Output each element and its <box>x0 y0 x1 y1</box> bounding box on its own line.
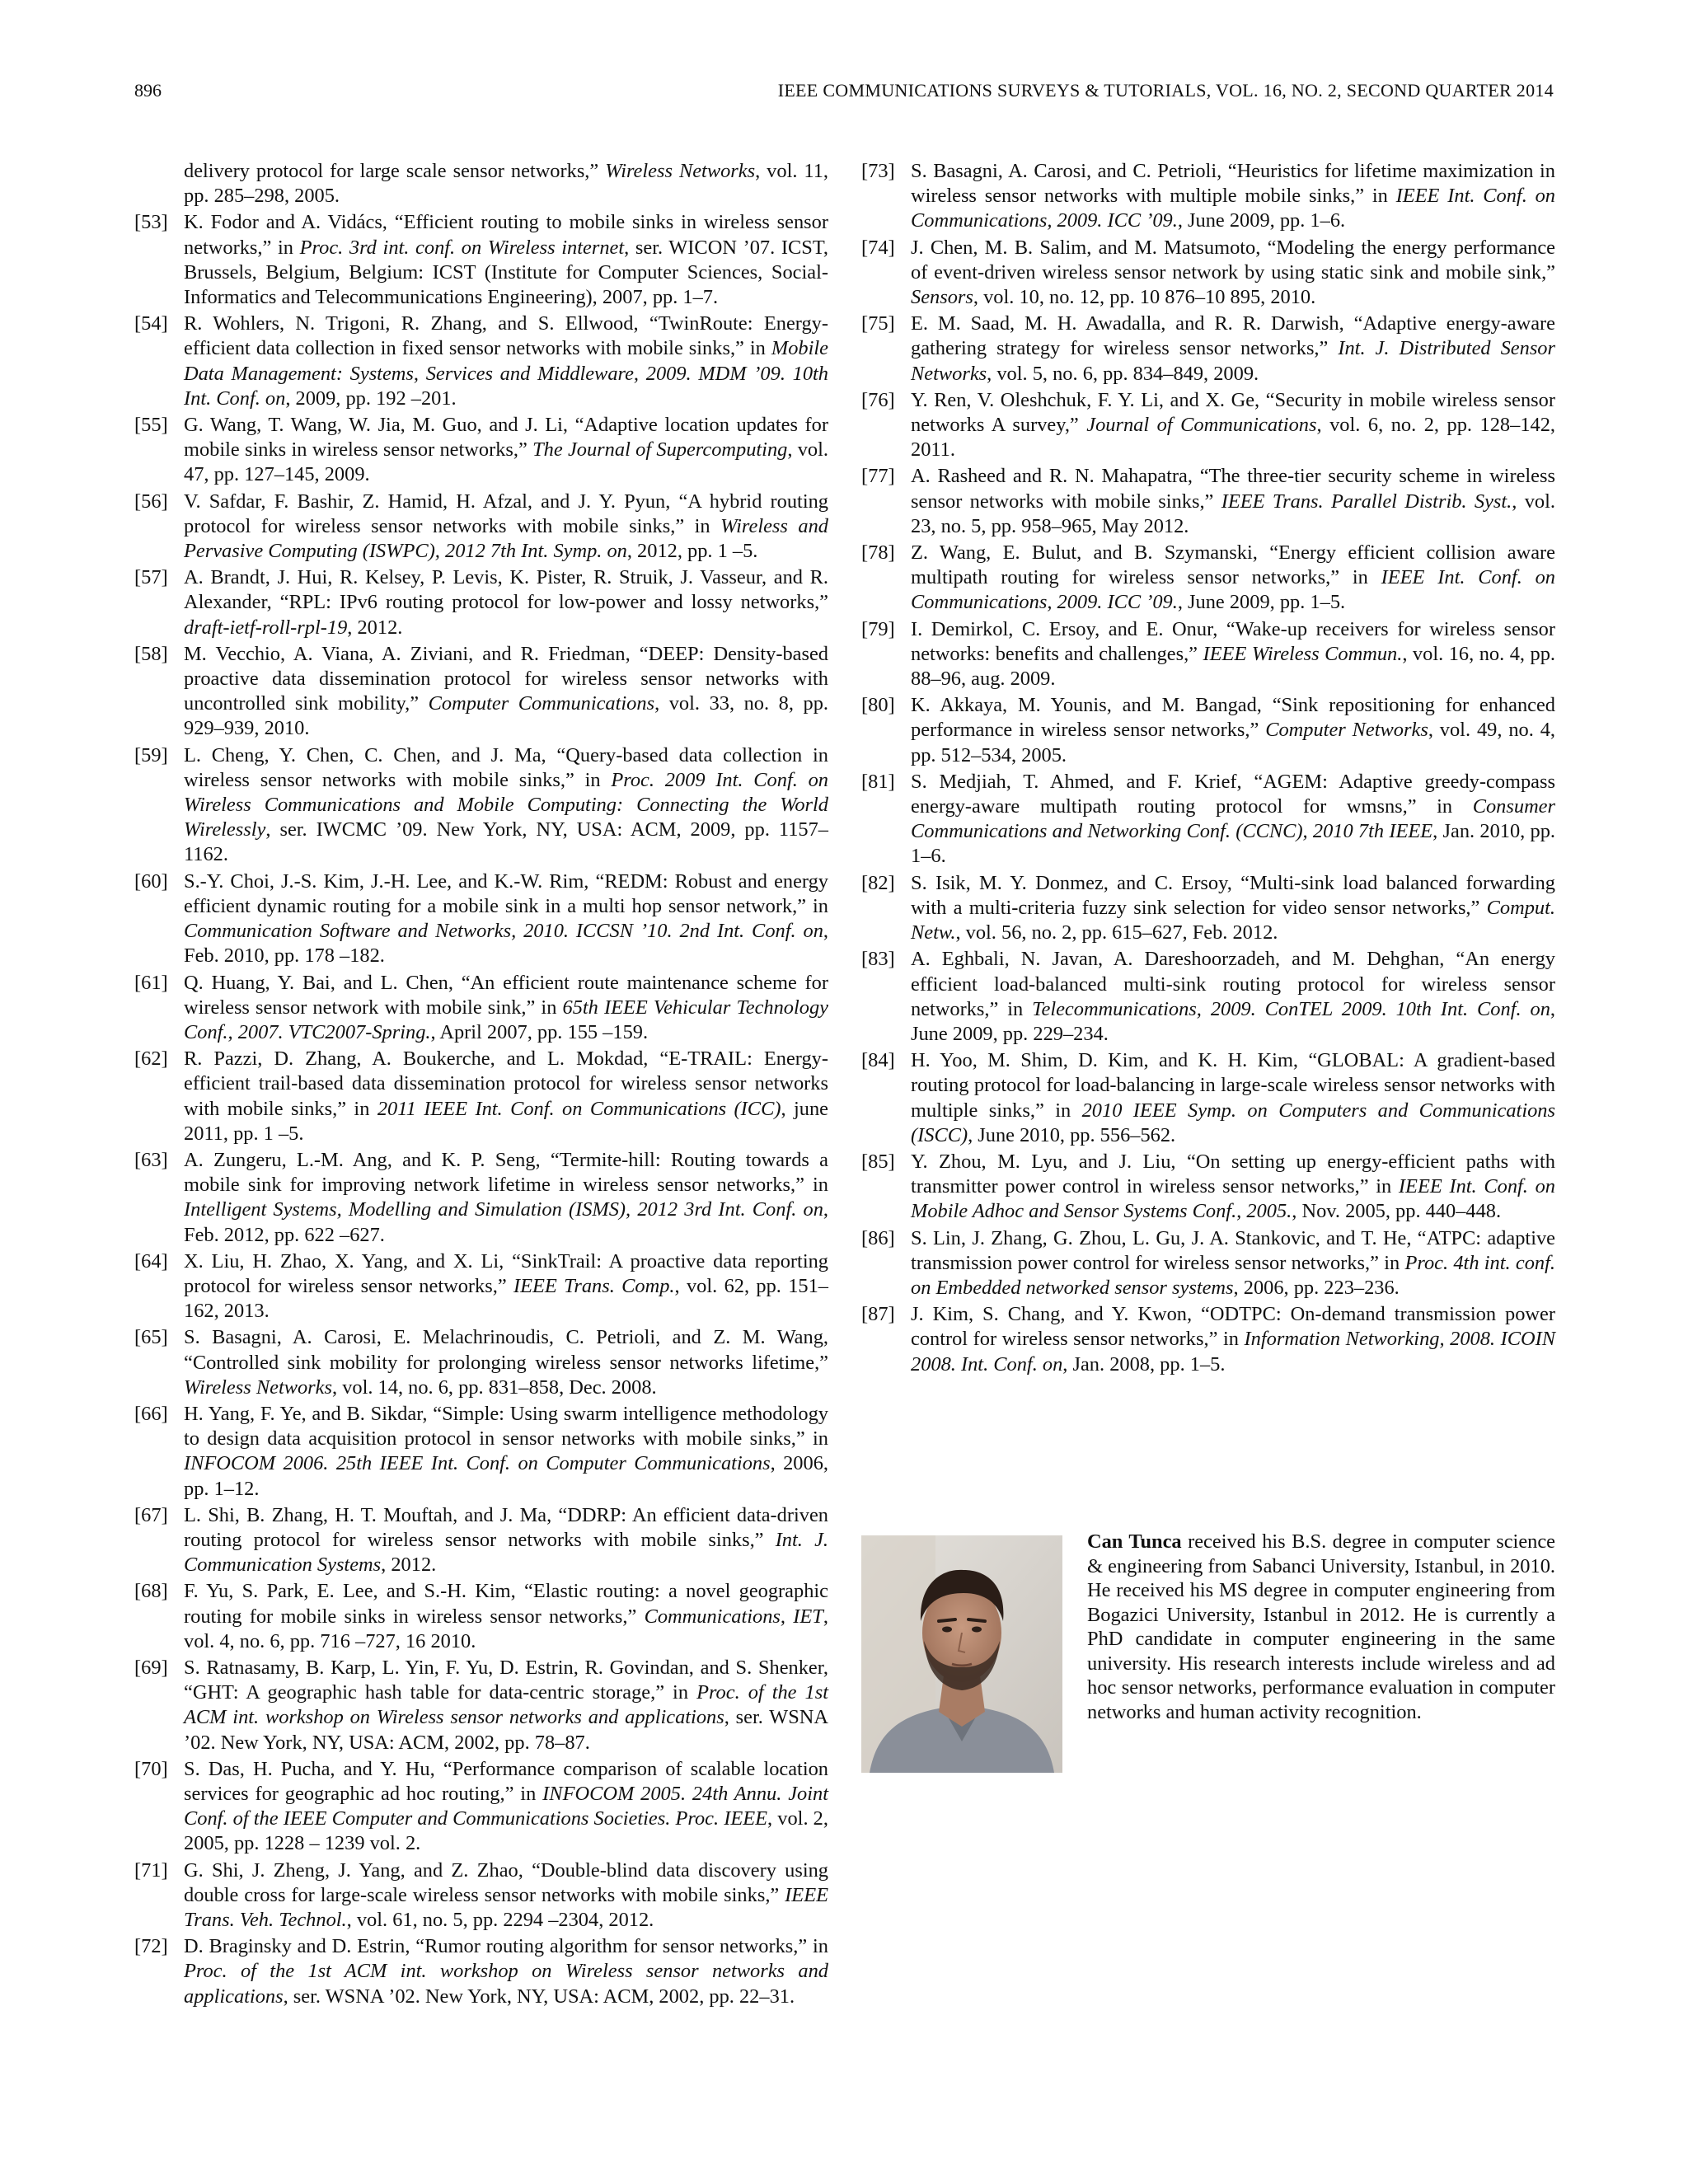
reference-number: [87] <box>861 1303 895 1326</box>
reference-entry <box>861 947 1555 1047</box>
reference-entry <box>134 1402 828 1502</box>
reference-venue: IEEE Trans. Comp. <box>513 1274 675 1297</box>
reference-text: H. Yoo, M. Shim, D. Kim, and K. H. Kim, “GLOBAL: A gradient-based routing protocol for load-balancing in large-scale wireless sensor networks with multiple sinks,” in <box>911 1049 1555 1122</box>
reference-text: S. Das, H. Pucha, and Y. Hu, “Performance comparison of scalable location services for geographic ad hoc routing,” in <box>184 1757 828 1805</box>
reference-entry <box>861 312 1555 387</box>
reference-text: , 2006, pp. 1–12. <box>184 1452 828 1500</box>
reference-number: [68] <box>134 1580 168 1603</box>
reference-number: [84] <box>861 1049 895 1072</box>
reference-text: , vol. 49, no. 4, pp. 512–534, 2005. <box>911 719 1555 766</box>
reference-entry <box>134 743 828 868</box>
reference-entry <box>134 1148 828 1248</box>
reference-text: , vol. 62, pp. 151–162, 2013. <box>184 1274 829 1323</box>
reference-text: X. Liu, H. Zhao, X. Yang, and X. Li, “SinkTrail: A proactive data reporting protocol for wireless sensor networks,” <box>184 1249 828 1297</box>
reference-number: [58] <box>134 642 168 665</box>
reference-entry <box>861 1048 1555 1148</box>
reference-entry <box>134 565 828 640</box>
reference-entry <box>861 159 1555 234</box>
reference-text: S. Basagni, A. Carosi, and C. Petrioli, “Heuristics for lifetime maximization in wireless sensor networks with multiple mobile sinks,” in <box>911 160 1555 208</box>
reference-text: , 2012. <box>381 1554 437 1577</box>
reference-text: , June 2009, pp. 1–5. <box>1177 591 1346 614</box>
reference-text: delivery protocol for large scale sensor networks,” <box>184 160 606 182</box>
reference-text: , June 2009, pp. 229–234. <box>911 997 1555 1045</box>
reference-number: [62] <box>134 1047 168 1071</box>
reference-text: V. Safdar, F. Bashir, Z. Hamid, H. Afzal, and J. Y. Pyun, “A hybrid routing protocol for wireless sensor networks with mobile sinks,” in <box>184 490 828 537</box>
reference-text: , vol. 14, no. 6, pp. 831–858, Dec. 2008. <box>332 1376 657 1399</box>
reference-entry <box>861 693 1555 768</box>
reference-text: , vol. 16, no. 4, pp. 88–96, aug. 2009. <box>911 642 1555 691</box>
running-head: IEEE COMMUNICATIONS SURVEYS & TUTORIALS, VOL. 16, NO. 2, SECOND QUARTER 2014 <box>777 80 1554 101</box>
reference-number: [69] <box>134 1656 168 1679</box>
reference-venue: Wireless Networks <box>605 160 756 182</box>
reference-entry <box>861 1226 1555 1301</box>
reference-entry <box>861 1302 1555 1377</box>
reference-entry <box>134 413 828 488</box>
reference-text: R. Wohlers, N. Trigoni, R. Zhang, and S. Ellwood, “TwinRoute: Energy-efficient data collection in fixed sensor networks with mobile sinks,” in <box>184 312 828 360</box>
reference-venue: draft-ietf-roll-rpl-19 <box>184 616 348 639</box>
reference-text: K. Fodor and A. Vidács, “Efficient routing to mobile sinks in wireless sensor networks,” in <box>184 211 828 259</box>
reference-number: [54] <box>134 312 168 335</box>
reference-text: K. Akkaya, M. Younis, and M. Bangad, “Sink repositioning for enhanced performance in wireless sensor networks,” <box>911 694 1555 742</box>
reference-number: [85] <box>861 1150 895 1173</box>
reference-entry <box>861 236 1555 311</box>
reference-entry <box>134 1934 828 2009</box>
reference-entry <box>134 1325 828 1400</box>
reference-entry <box>134 210 828 310</box>
reference-number: [56] <box>134 490 168 513</box>
reference-text: R. Pazzi, D. Zhang, A. Boukerche, and L. Mokdad, “E-TRAIL: Energy-efficient trail-based data dissemination protocol for wireless sensor networks with mobile sinks,” in <box>184 1047 828 1120</box>
reference-entry <box>861 871 1555 946</box>
reference-venue: IEEE Trans. Veh. Technol. <box>184 1883 828 1932</box>
reference-number: [74] <box>861 236 895 259</box>
biography-body: received his B.S. degree in computer science & engineering from Sabanci University, Istanbul, in 2010. He received his MS degree in computer engineering from Bogazici University, Istanbul in 2012. He is currently a PhD candidate in computer engineering in the same university. His research interests include wireless and ad hoc sensor networks, performance evaluation in computer networks and human activity recognition. <box>1087 1530 1555 1723</box>
reference-venue: Consumer Communications and Networking Conf. (CCNC), 2010 7th IEEE <box>911 795 1555 843</box>
reference-entry <box>134 1656 828 1755</box>
reference-text: L. Shi, B. Zhang, H. T. Mouftah, and J. Ma, “DDRP: An efficient data-driven routing protocol for wireless sensor networks with mobile sinks,” <box>184 1503 828 1551</box>
reference-text: , vol. 2, 2005, pp. 1228 – 1239 vol. 2. <box>184 1807 828 1855</box>
reference-entry <box>134 159 828 209</box>
reference-number: [86] <box>861 1226 895 1249</box>
reference-entry <box>134 642 828 742</box>
reference-venue: Wireless and Pervasive Computing (ISWPC), 2012 7th Int. Symp. on <box>184 514 828 563</box>
reference-text: , vol. 23, no. 5, pp. 958–965, May 2012. <box>911 490 1555 537</box>
reference-entry <box>134 1503 828 1578</box>
reference-number: [78] <box>861 541 895 565</box>
reference-text: J. Kim, S. Chang, and Y. Kwon, “ODTPC: On-demand transmission power control for wireless sensor networks,” in <box>911 1303 1555 1351</box>
reference-text: , 2012. <box>347 616 403 639</box>
reference-venue: Proc. 2009 Int. Conf. on Wireless Communications and Mobile Computing: Connecting the World Wirelessly <box>184 768 828 841</box>
reference-text: , vol. 4, no. 6, pp. 716 –727, 16 2010. <box>184 1605 828 1652</box>
reference-number: [60] <box>134 869 168 893</box>
reference-text: , Jan. 2010, pp. 1–6. <box>911 820 1555 868</box>
reference-text: , vol. 6, no. 2, pp. 128–142, 2011. <box>911 414 1555 462</box>
reference-text: , Nov. 2005, pp. 440–448. <box>1292 1200 1502 1223</box>
reference-venue: Proc. of the 1st ACM int. workshop on Wireless sensor networks and applications <box>184 1960 828 2008</box>
reference-text: J. Chen, M. B. Salim, and M. Matsumoto, “Modeling the energy performance of event-driven wireless sensor network by using static sink and mobile sink,” <box>911 236 1555 284</box>
reference-venue: The Journal of Supercomputing <box>532 438 788 462</box>
references-left-column <box>134 159 828 2011</box>
reference-text: S. Lin, J. Zhang, G. Zhou, L. Gu, J. A. Stankovic, and T. He, “ATPC: adaptive transmission power control for wireless sensor networks,” in <box>911 1226 1555 1274</box>
reference-text: A. Eghbali, N. Javan, A. Dareshoorzadeh, and M. Dehghan, “An energy efficient load-balanced multi-sink routing protocol for wireless sensor networks,” in <box>911 948 1555 1020</box>
reference-venue: Mobile Data Management: Systems, Services and Middleware, 2009. MDM ’09. 10th Int. Conf. on <box>184 337 828 410</box>
reference-text: , Jan. 2008, pp. 1–5. <box>1062 1352 1226 1376</box>
reference-number: [59] <box>134 743 168 766</box>
reference-text: , vol. 11, pp. 285–298, 2005. <box>184 160 828 208</box>
reference-venue: Int. J. Distributed Sensor Networks <box>911 337 1555 385</box>
reference-text: , Feb. 2012, pp. 622 –627. <box>184 1198 828 1246</box>
reference-venue: Wireless Networks <box>184 1376 332 1399</box>
reference-text: Z. Wang, E. Bulut, and B. Szymanski, “Energy efficient collision aware multipath routing for wireless sensor networks,” in <box>911 541 1555 589</box>
reference-text: S. Medjiah, T. Ahmed, and F. Krief, “AGEM: Adaptive greedy-compass energy-aware multipath routing protocol for wmsns,” in <box>911 770 1555 818</box>
reference-venue: INFOCOM 2006. 25th IEEE Int. Conf. on Computer Communications <box>184 1452 771 1475</box>
reference-venue: IEEE Int. Conf. on Communications, 2009. ICC ’09. <box>911 566 1555 614</box>
reference-text: G. Wang, T. Wang, W. Jia, M. Guo, and J. Li, “Adaptive location updates for mobile sinks in wireless sensor networks,” <box>184 414 828 462</box>
reference-text: L. Cheng, Y. Chen, C. Chen, and J. Ma, “Query-based data collection in wireless sensor networks with mobile sinks,” in <box>184 743 828 791</box>
reference-entry <box>134 1047 828 1146</box>
reference-text: S. Isik, M. Y. Donmez, and C. Ersoy, “Multi-sink load balanced forwarding with a multi-criteria fuzzy sink selection for video sensor networks,” <box>911 871 1555 919</box>
reference-number: [79] <box>861 617 895 640</box>
reference-venue: IEEE Int. Conf. on Communications, 2009. ICC ’09. <box>911 185 1555 232</box>
reference-text: A. Brandt, J. Hui, R. Kelsey, P. Levis, K. Pister, R. Struik, J. Vasseur, and R. Alexander, “RPL: IPv6 routing protocol for low-power and lossy networks,” <box>184 566 828 614</box>
reference-number: [73] <box>861 160 895 182</box>
reference-text: , Feb. 2010, pp. 178 –182. <box>184 920 828 968</box>
reference-text: , 2006, pp. 223–236. <box>1233 1276 1400 1299</box>
reference-text: F. Yu, S. Park, E. Lee, and S.-H. Kim, “Elastic routing: a novel geographic routing for mobile sinks in wireless sensor networks,” <box>184 1580 828 1628</box>
reference-number: [83] <box>861 948 895 971</box>
reference-number: [77] <box>861 465 895 488</box>
reference-venue: Communication Software and Networks, 2010. ICCSN ’10. 2nd Int. Conf. on <box>184 920 823 943</box>
reference-number: [57] <box>134 566 168 589</box>
reference-number: [82] <box>861 871 895 894</box>
reference-venue: Communications, IET <box>644 1605 823 1628</box>
reference-number: [53] <box>134 211 168 234</box>
page-number: 896 <box>134 80 162 101</box>
reference-number: [72] <box>134 1935 168 1958</box>
reference-venue: Proc. of the 1st ACM int. workshop on Wireless sensor networks and applications <box>184 1681 828 1729</box>
reference-text: , vol. 5, no. 6, pp. 834–849, 2009. <box>987 362 1259 385</box>
reference-text: H. Yang, F. Ye, and B. Sikdar, “Simple: Using swarm intelligence methodology to design data acquisition protocol in sensor networks with mobile sinks,” in <box>184 1402 828 1451</box>
reference-venue: Int. J. Communication Systems <box>184 1528 828 1577</box>
reference-number: [76] <box>861 388 895 411</box>
reference-entry <box>861 541 1555 616</box>
reference-entry <box>134 1249 828 1324</box>
reference-entry <box>861 1150 1555 1225</box>
reference-venue: Computer Networks <box>1265 719 1428 742</box>
reference-text: , june 2011, pp. 1 –5. <box>184 1097 828 1145</box>
reference-number: [71] <box>134 1858 168 1882</box>
reference-text: S.-Y. Choi, J.-S. Kim, J.-H. Lee, and K.-W. Rim, “REDM: Robust and energy efficient dynamic routing for a mobile sink in a multi hop sensor network,” in <box>184 869 828 917</box>
author-name: Can Tunca <box>1087 1530 1182 1553</box>
reference-entry <box>861 617 1555 692</box>
reference-entry <box>134 971 828 1046</box>
reference-entry <box>861 388 1555 463</box>
reference-number: [61] <box>134 971 168 994</box>
reference-venue: IEEE Wireless Commun. <box>1203 642 1403 665</box>
reference-entry <box>861 464 1555 539</box>
reference-number: [63] <box>134 1148 168 1171</box>
reference-venue: 2010 IEEE Symp. on Computers and Communications (ISCC) <box>911 1099 1555 1146</box>
reference-venue: INFOCOM 2005. 24th Annu. Joint Conf. of the IEEE Computer and Communications Societies. Proc. IEEE <box>184 1783 828 1830</box>
reference-text: , 2012, pp. 1 –5. <box>626 540 758 563</box>
reference-entry <box>134 312 828 411</box>
reference-venue: Comput. Netw. <box>911 896 1555 944</box>
reference-text: Q. Huang, Y. Bai, and L. Chen, “An efficient route maintenance scheme for wireless sensor network with mobile sink,” in <box>184 971 828 1019</box>
reference-text: , 2009, pp. 192 –201. <box>285 387 457 410</box>
reference-text: S. Ratnasamy, B. Karp, L. Yin, F. Yu, D. Estrin, R. Govindan, and S. Shenker, “GHT: A geographic hash table for data-centric storage,” in <box>184 1656 828 1704</box>
reference-text: D. Braginsky and D. Estrin, “Rumor routing algorithm for sensor networks,” in <box>184 1935 828 1958</box>
author-photo <box>861 1535 1062 1773</box>
reference-text: I. Demirkol, C. Ersoy, and E. Onur, “Wake-up receivers for wireless sensor networks: benefits and challenges,” <box>911 617 1555 665</box>
reference-text: Y. Zhou, M. Lyu, and J. Liu, “On setting up energy-efficient paths with transmitter power control in wireless sensor networks,” in <box>911 1150 1555 1198</box>
reference-number: [70] <box>134 1757 168 1780</box>
reference-entry <box>861 770 1555 869</box>
reference-entry <box>134 1757 828 1857</box>
reference-number: [67] <box>134 1503 168 1526</box>
reference-text: , ser. WICON ’07. ICST, Brussels, Belgium, Belgium: ICST (Institute for Computer Sciences, Social-Informatics and Telecommunications Engineering), 2007, pp. 1–7. <box>184 236 829 309</box>
biography-text <box>1087 1530 1555 1724</box>
reference-text: G. Shi, J. Zheng, J. Yang, and Z. Zhao, “Double-blind data discovery using double cross for large-scale wireless sensor networks with mobile sinks,” <box>184 1858 828 1906</box>
reference-venue: Journal of Communications <box>1086 414 1317 437</box>
author-biography <box>861 1530 1555 1777</box>
reference-text: , April 2007, pp. 155 –159. <box>430 1020 649 1043</box>
reference-text: , ser. IWCMC ’09. New York, NY, USA: ACM, 2009, pp. 1157–1162. <box>184 818 828 866</box>
reference-text: , June 2009, pp. 1–6. <box>1177 209 1346 232</box>
references-right-column <box>861 159 1555 1379</box>
reference-number: [65] <box>134 1326 168 1349</box>
reference-venue: Proc. 3rd int. conf. on Wireless internet <box>299 236 625 259</box>
reference-text: A. Zungeru, L.-M. Ang, and K. P. Seng, “Termite-hill: Routing towards a mobile sink for improving network lifetime in wireless sensor networks,” in <box>184 1148 828 1197</box>
reference-number: [81] <box>861 770 895 793</box>
reference-venue: Telecommunications, 2009. ConTEL 2009. 10th Int. Conf. on <box>1032 997 1550 1020</box>
reference-venue: Information Networking, 2008. ICOIN 2008. Int. Conf. on <box>911 1328 1555 1376</box>
reference-venue: Proc. 4th int. conf. on Embedded networked sensor systems <box>911 1251 1555 1299</box>
reference-venue: Intelligent Systems, Modelling and Simulation (ISMS), 2012 3rd Int. Conf. on <box>184 1198 823 1221</box>
reference-text: , ser. WSNA ’02. New York, NY, USA: ACM, 2002, pp. 22–31. <box>283 1985 795 2008</box>
reference-venue: Sensors <box>911 286 973 309</box>
reference-venue: IEEE Trans. Parallel Distrib. Syst. <box>1221 490 1512 513</box>
reference-text: , vol. 56, no. 2, pp. 615–627, Feb. 2012. <box>955 921 1278 944</box>
reference-text: Y. Ren, V. Oleshchuk, F. Y. Li, and X. Ge, “Security in mobile wireless sensor networks A survey,” <box>911 388 1555 437</box>
reference-text: E. M. Saad, M. H. Awadalla, and R. R. Darwish, “Adaptive energy-aware gathering strategy for wireless sensor networks,” <box>911 312 1555 360</box>
reference-text: , vol. 10, no. 12, pp. 10 876–10 895, 2010. <box>973 286 1316 309</box>
reference-text: , vol. 61, no. 5, pp. 2294 –2304, 2012. <box>346 1909 654 1932</box>
reference-text: , ser. WSNA ’02. New York, NY, USA: ACM, 2002, pp. 78–87. <box>184 1706 828 1754</box>
reference-number: [80] <box>861 694 895 717</box>
reference-entry <box>134 869 828 969</box>
reference-number: [55] <box>134 414 168 437</box>
reference-entry <box>134 490 828 565</box>
reference-number: [64] <box>134 1249 168 1272</box>
reference-venue: 2011 IEEE Int. Conf. on Communications (ICC) <box>377 1097 781 1120</box>
reference-number: [66] <box>134 1402 168 1425</box>
reference-text: , vol. 47, pp. 127–145, 2009. <box>184 438 828 486</box>
reference-text: , June 2010, pp. 556–562. <box>968 1123 1176 1146</box>
reference-entry <box>134 1579 828 1654</box>
reference-text: A. Rasheed and R. N. Mahapatra, “The three-tier security scheme in wireless sensor networks with mobile sinks,” <box>911 465 1555 513</box>
reference-venue: IEEE Int. Conf. on Mobile Adhoc and Sensor Systems Conf., 2005. <box>911 1175 1555 1223</box>
reference-text: S. Basagni, A. Carosi, E. Melachrinoudis, C. Petrioli, and Z. M. Wang, “Controlled sink mobility for prolonging wireless sensor networks lifetime,” <box>184 1326 828 1374</box>
reference-number: [75] <box>861 312 895 335</box>
reference-entry <box>134 1858 828 1933</box>
reference-venue: 65th IEEE Vehicular Technology Conf., 2007. VTC2007-Spring. <box>184 996 828 1043</box>
reference-text: M. Vecchio, A. Viana, A. Ziviani, and R. Friedman, “DEEP: Density-based proactive data dissemination protocol for wireless sensor networks with uncontrolled sink mobility,” <box>184 642 828 715</box>
reference-venue: Computer Communications <box>428 692 655 715</box>
reference-text: , vol. 33, no. 8, pp. 929–939, 2010. <box>184 692 829 740</box>
